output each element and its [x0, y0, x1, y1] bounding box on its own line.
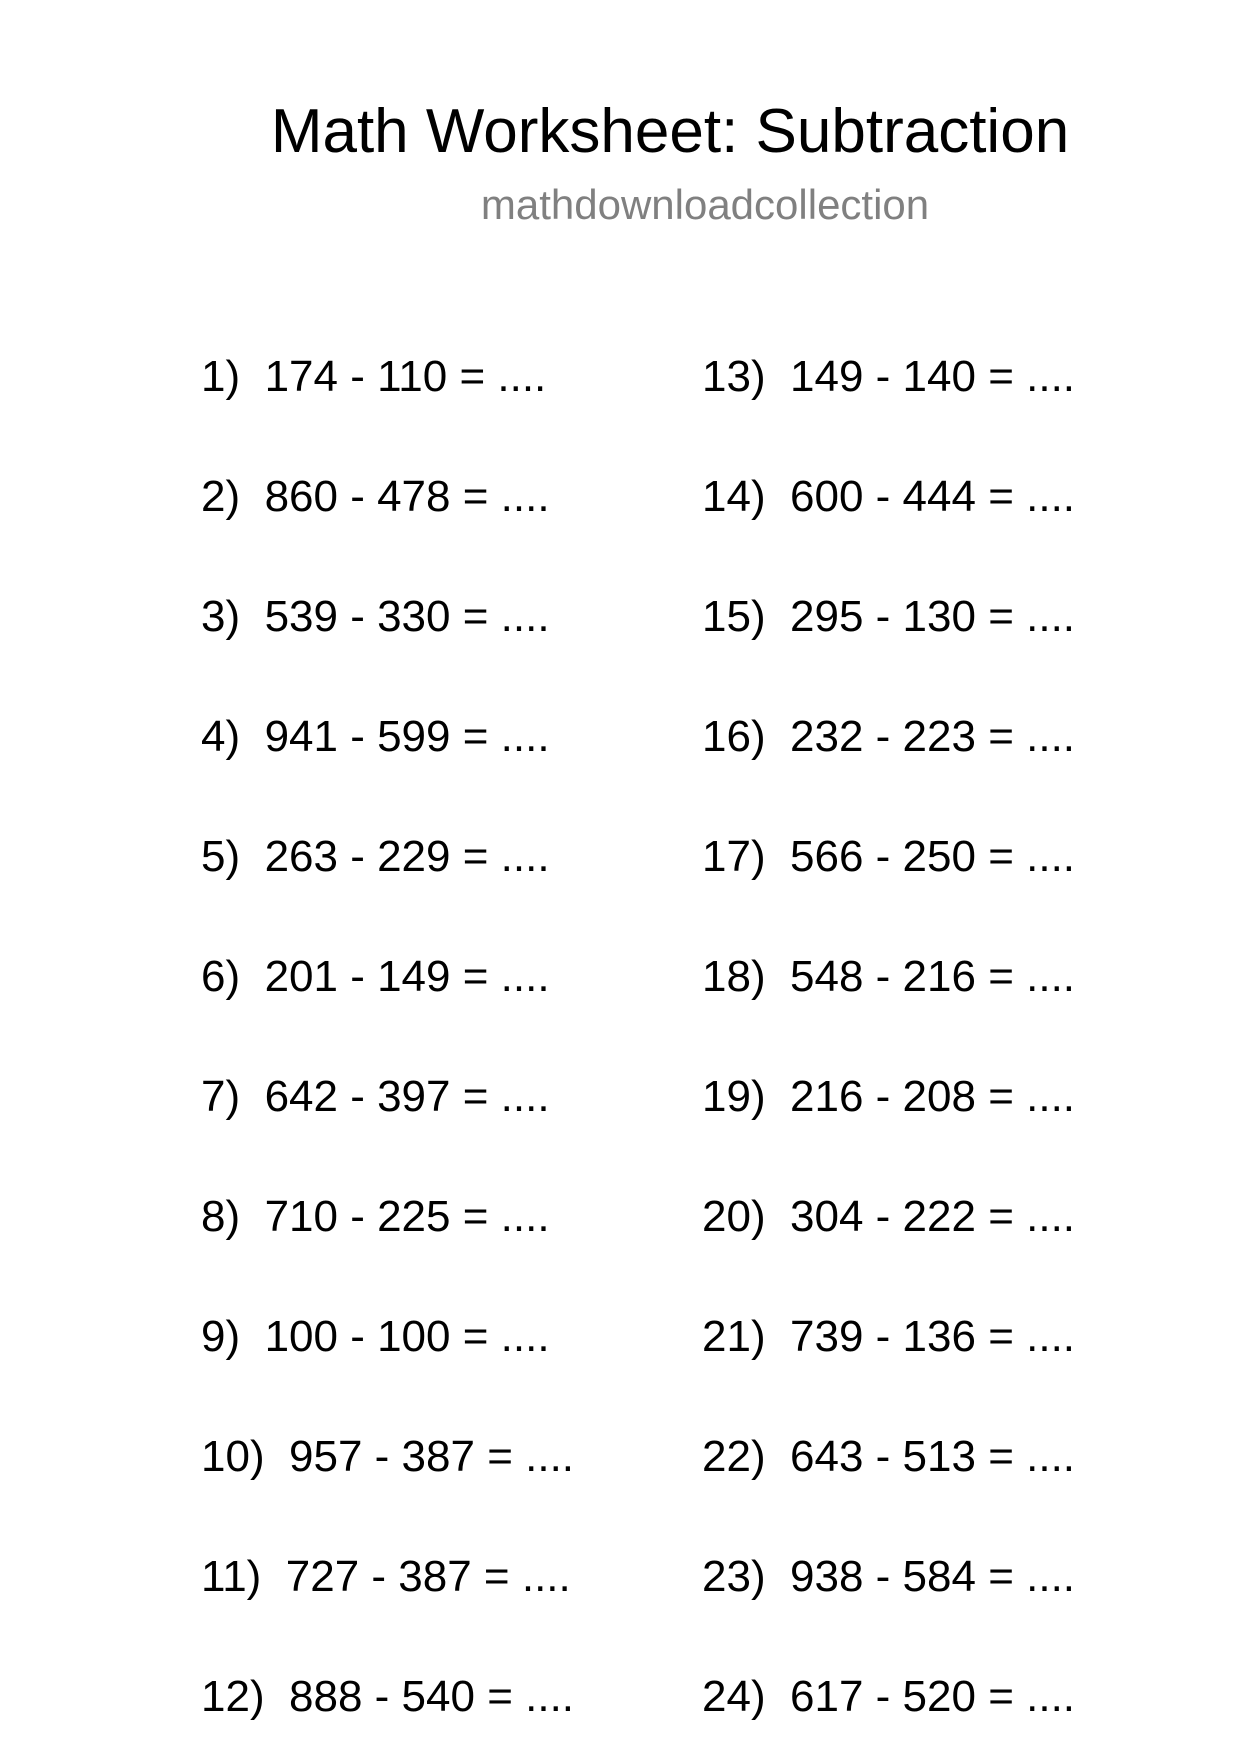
problem-item: 13) 149 - 140 = .... — [702, 352, 1076, 401]
problem-item: 10) 957 - 387 = .... — [201, 1432, 575, 1481]
problem-item: 24) 617 - 520 = .... — [702, 1672, 1076, 1721]
problem-item: 7) 642 - 397 = .... — [201, 1072, 550, 1121]
problem-item: 2) 860 - 478 = .... — [201, 472, 550, 521]
problem-item: 6) 201 - 149 = .... — [201, 952, 550, 1001]
problem-item: 3) 539 - 330 = .... — [201, 592, 550, 641]
problem-item: 22) 643 - 513 = .... — [702, 1432, 1076, 1481]
page-subtitle: mathdownloadcollection — [480, 181, 930, 228]
problem-item: 4) 941 - 599 = .... — [201, 712, 550, 761]
page-title: Math Worksheet: Subtraction — [270, 97, 1070, 166]
problem-item: 12) 888 - 540 = .... — [201, 1672, 575, 1721]
problem-item: 19) 216 - 208 = .... — [702, 1072, 1076, 1121]
problem-item: 8) 710 - 225 = .... — [201, 1192, 550, 1241]
problem-item: 16) 232 - 223 = .... — [702, 712, 1076, 761]
problem-item: 18) 548 - 216 = .... — [702, 952, 1076, 1001]
problem-item: 15) 295 - 130 = .... — [702, 592, 1076, 641]
problem-item: 5) 263 - 229 = .... — [201, 832, 550, 881]
problem-item: 9) 100 - 100 = .... — [201, 1312, 550, 1361]
problem-item: 20) 304 - 222 = .... — [702, 1192, 1076, 1241]
problem-item: 14) 600 - 444 = .... — [702, 472, 1076, 521]
problem-item: 23) 938 - 584 = .... — [702, 1552, 1076, 1601]
problem-item: 17) 566 - 250 = .... — [702, 832, 1076, 881]
problem-item: 1) 174 - 110 = .... — [201, 352, 547, 401]
problem-item: 21) 739 - 136 = .... — [702, 1312, 1076, 1361]
problem-item: 11) 727 - 387 = .... — [201, 1552, 571, 1601]
